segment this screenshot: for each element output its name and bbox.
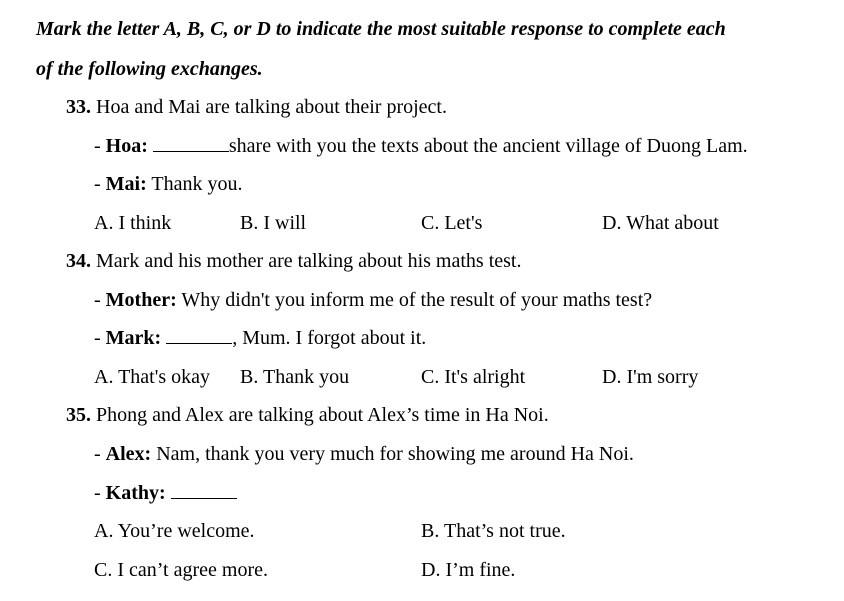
question-34-dialogue-1 (94, 288, 652, 312)
question-33-dialogue-2 (94, 172, 243, 196)
speaker-name: Kathy: (105, 482, 166, 504)
dialogue-text: Thank you. (146, 173, 243, 195)
dialogue-dash: - (94, 443, 106, 465)
question-context-text: Hoa and Mai are talking about their project. (96, 96, 447, 118)
question-33-context (66, 95, 447, 119)
answer-blank (171, 482, 237, 499)
option-35-d[interactable]: D. I’m fine. (421, 559, 516, 581)
option-34-b[interactable]: B. Thank you (240, 366, 350, 388)
question-number: 34. (66, 250, 91, 272)
question-number: 35. (66, 404, 91, 426)
dialogue-dash: - (94, 327, 106, 349)
instruction-line-1: Mark the letter A, B, C, or D to indicate the most suitable response to complete each (36, 18, 726, 40)
question-35-dialogue-2 (94, 481, 237, 505)
dialogue-text: Why didn't you inform me of the result of your maths test? (176, 289, 653, 311)
speaker-name: Mother: (105, 289, 177, 311)
dialogue-text: , Mum. I forgot about it. (232, 327, 427, 349)
option-33-a[interactable]: A. I think (94, 212, 172, 234)
dialogue-text: Nam, thank you very much for showing me around Ha Noi. (151, 443, 634, 465)
option-35-c[interactable]: C. I can’t agree more. (94, 559, 268, 581)
dialogue-dash: - (94, 173, 106, 195)
question-35-dialogue-1 (94, 442, 634, 466)
dialogue-dash: - (94, 482, 106, 504)
question-context-text: Mark and his mother are talking about his maths test. (96, 250, 522, 272)
dialogue-dash: - (94, 289, 106, 311)
option-34-d[interactable]: D. I'm sorry (602, 366, 699, 388)
question-34-dialogue-2 (94, 326, 426, 350)
option-34-a[interactable]: A. That's okay (94, 366, 210, 388)
answer-blank (166, 327, 232, 344)
question-number: 33. (66, 96, 91, 118)
dialogue-dash: - (94, 135, 106, 157)
dialogue-text: share with you the texts about the ancient village of Duong Lam. (228, 135, 748, 157)
option-33-c[interactable]: C. Let's (421, 212, 483, 234)
option-33-d[interactable]: D. What about (602, 212, 719, 234)
question-34-context (66, 249, 521, 273)
option-34-c[interactable]: C. It's alright (421, 366, 526, 388)
question-context-text: Phong and Alex are talking about Alex’s time in Ha Noi. (96, 404, 549, 426)
speaker-name: Alex: (105, 443, 152, 465)
instruction-line-2: of the following exchanges. (36, 58, 263, 80)
option-35-b[interactable]: B. That’s not true. (421, 520, 566, 542)
option-35-a[interactable]: A. You’re welcome. (94, 520, 255, 542)
speaker-name: Hoa: (105, 135, 148, 157)
option-33-b[interactable]: B. I will (240, 212, 307, 234)
speaker-name: Mark: (105, 327, 162, 349)
speaker-name: Mai: (105, 173, 147, 195)
answer-blank (153, 135, 229, 152)
question-33-dialogue-1 (94, 134, 748, 158)
question-35-context (66, 403, 549, 427)
